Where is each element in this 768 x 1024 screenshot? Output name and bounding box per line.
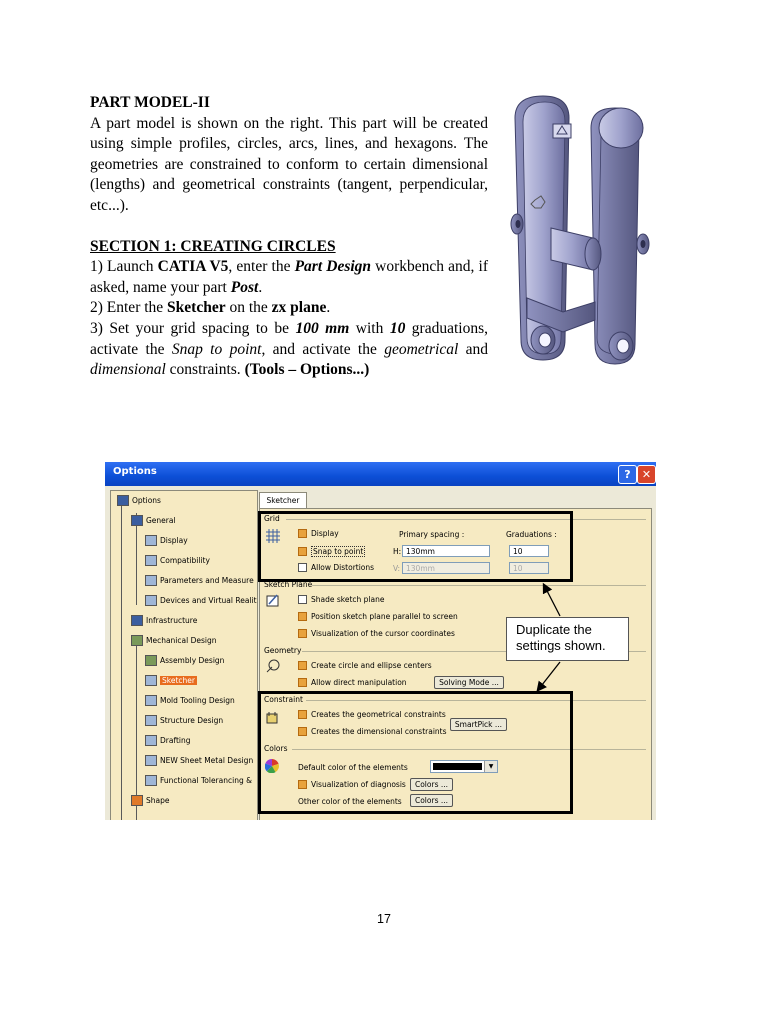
assembly-design-icon bbox=[145, 655, 157, 666]
parameters-icon bbox=[145, 575, 157, 586]
colors-section-label: Colors bbox=[264, 744, 288, 753]
drafting-icon bbox=[145, 735, 157, 746]
smartpick-button[interactable]: SmartPick ... bbox=[450, 718, 507, 731]
primary-spacing-label: Primary spacing : bbox=[399, 530, 465, 539]
snap-option[interactable]: Snap to point bbox=[298, 546, 365, 557]
circle-centers-checkbox[interactable] bbox=[298, 661, 307, 670]
dialog-titlebar bbox=[105, 462, 656, 486]
circle-centers-option[interactable]: Create circle and ellipse centers bbox=[298, 661, 432, 670]
compatibility-icon bbox=[145, 555, 157, 566]
chevron-down-icon[interactable]: ▼ bbox=[484, 761, 497, 772]
position-checkbox[interactable] bbox=[298, 612, 307, 621]
solving-mode-button[interactable]: Solving Mode ... bbox=[434, 676, 504, 689]
h-spacing-input[interactable]: 130mm bbox=[402, 545, 490, 557]
functional-tolerancing-icon bbox=[145, 775, 157, 786]
other-color-label: Other color of the elements bbox=[298, 797, 402, 806]
display-icon bbox=[145, 535, 157, 546]
grid-highlight-box bbox=[258, 511, 573, 582]
sketch-plane-icon bbox=[266, 593, 280, 607]
geometrical-constraints-option[interactable]: Creates the geometrical constraints bbox=[298, 710, 446, 719]
tree-item-functional-tolerancing[interactable]: Functional Tolerancing & bbox=[145, 775, 252, 786]
callout-line-1: Duplicate the bbox=[516, 622, 592, 637]
options-tree bbox=[110, 490, 258, 820]
structure-design-icon bbox=[145, 715, 157, 726]
v-spacing-input[interactable]: 130mm bbox=[402, 562, 490, 574]
h-label: H: bbox=[393, 547, 402, 556]
geometry-section-label: Geometry bbox=[264, 646, 302, 655]
tree-item-sketcher[interactable]: Sketcher bbox=[145, 675, 197, 686]
mechanical-design-icon bbox=[131, 635, 143, 646]
diagnosis-colors-button[interactable]: Colors ... bbox=[410, 778, 453, 791]
shade-sketch-plane-option[interactable]: Shade sketch plane bbox=[298, 595, 384, 604]
infrastructure-icon bbox=[131, 615, 143, 626]
step-3: 3) Set your grid spacing to be 100 mm with 10 graduations, activate the Snap to point, and activate the geometrical and dimensional constraints. (Tools – Options...) bbox=[90, 319, 489, 379]
tree-item-display[interactable]: Display bbox=[145, 535, 188, 546]
direct-manipulation-checkbox[interactable] bbox=[298, 678, 307, 687]
position-sketch-plane-option[interactable]: Position sketch plane parallel to screen bbox=[298, 612, 458, 621]
tree-item-compatibility[interactable]: Compatibility bbox=[145, 555, 210, 566]
shape-icon bbox=[131, 795, 143, 806]
options-icon bbox=[117, 495, 129, 506]
page-number: 17 bbox=[377, 912, 391, 926]
page-heading: PART MODEL-II bbox=[90, 94, 210, 111]
tree-item-mechanical-design[interactable]: Mechanical Design bbox=[131, 635, 216, 646]
constraint-section-label: Constraint bbox=[264, 695, 303, 704]
mold-tooling-icon bbox=[145, 695, 157, 706]
cursor-coordinates-checkbox[interactable] bbox=[298, 629, 307, 638]
geometry-icon bbox=[266, 659, 280, 673]
h-graduations-input[interactable]: 10 bbox=[509, 545, 549, 557]
callout-note bbox=[506, 617, 629, 661]
dimensional-constraints-option[interactable]: Creates the dimensional constraints bbox=[298, 727, 447, 736]
display-option[interactable]: Display bbox=[298, 529, 339, 538]
sheet-metal-icon bbox=[145, 755, 157, 766]
tree-item-drafting[interactable]: Drafting bbox=[145, 735, 191, 746]
general-icon bbox=[131, 515, 143, 526]
tree-item-parameters[interactable]: Parameters and Measure bbox=[145, 575, 254, 586]
v-graduations-input[interactable]: 10 bbox=[509, 562, 549, 574]
constraint-colors-highlight-box bbox=[258, 691, 573, 814]
callout-line-2: settings shown. bbox=[516, 638, 606, 653]
part-model-illustration bbox=[503, 88, 661, 374]
tab-sketcher[interactable]: Sketcher bbox=[259, 492, 307, 509]
devices-icon bbox=[145, 595, 157, 606]
step-1: 1) Launch CATIA V5, enter the Part Design workbench and, if asked, name your part Post. bbox=[90, 258, 489, 296]
tree-item-mold-tooling[interactable]: Mold Tooling Design bbox=[145, 695, 235, 706]
tree-item-assembly-design[interactable]: Assembly Design bbox=[145, 655, 224, 666]
intro-paragraph: A part model is shown on the right. This part will be created using simple profiles, circles, arcs, lines, and hexagons. The geometries are constrained to conform to certain dimensional (lengths) and geometrical constraints (tangent, perpendicular, etc...). bbox=[90, 114, 488, 214]
dialog-title: Options bbox=[113, 466, 157, 477]
tree-item-shape[interactable]: Shape bbox=[131, 795, 170, 806]
v-label: V: bbox=[393, 564, 401, 573]
default-color-label: Default color of the elements bbox=[298, 763, 408, 772]
close-button[interactable]: ✕ bbox=[637, 465, 656, 484]
allow-distortions-option[interactable]: Allow Distortions bbox=[298, 563, 374, 572]
tree-item-general[interactable]: General bbox=[131, 515, 176, 526]
other-colors-button[interactable]: Colors ... bbox=[410, 794, 453, 807]
shade-checkbox[interactable] bbox=[298, 595, 307, 604]
document-text bbox=[90, 93, 488, 381]
sketcher-icon bbox=[145, 675, 157, 686]
section-heading: SECTION 1: CREATING CIRCLES bbox=[90, 237, 336, 255]
tree-item-sheet-metal[interactable]: NEW Sheet Metal Design bbox=[145, 755, 253, 766]
step-2: 2) Enter the Sketcher on the zx plane. bbox=[90, 299, 331, 317]
help-button[interactable]: ? bbox=[618, 465, 637, 484]
direct-manipulation-option[interactable]: Allow direct manipulation bbox=[298, 678, 407, 687]
graduations-label: Graduations : bbox=[506, 530, 557, 539]
tree-item-structure-design[interactable]: Structure Design bbox=[145, 715, 223, 726]
tree-item-infrastructure[interactable]: Infrastructure bbox=[131, 615, 197, 626]
grid-section-label: Grid bbox=[264, 514, 280, 523]
tree-item-devices[interactable]: Devices and Virtual Realit bbox=[145, 595, 257, 606]
cursor-coordinates-option[interactable]: Visualization of the cursor coordinates bbox=[298, 629, 455, 638]
sketch-plane-section-label: Sketch Plane bbox=[264, 580, 313, 589]
diagnosis-visualization-option[interactable]: Visualization of diagnosis bbox=[298, 780, 406, 789]
tree-item-options[interactable]: Options bbox=[117, 495, 161, 506]
